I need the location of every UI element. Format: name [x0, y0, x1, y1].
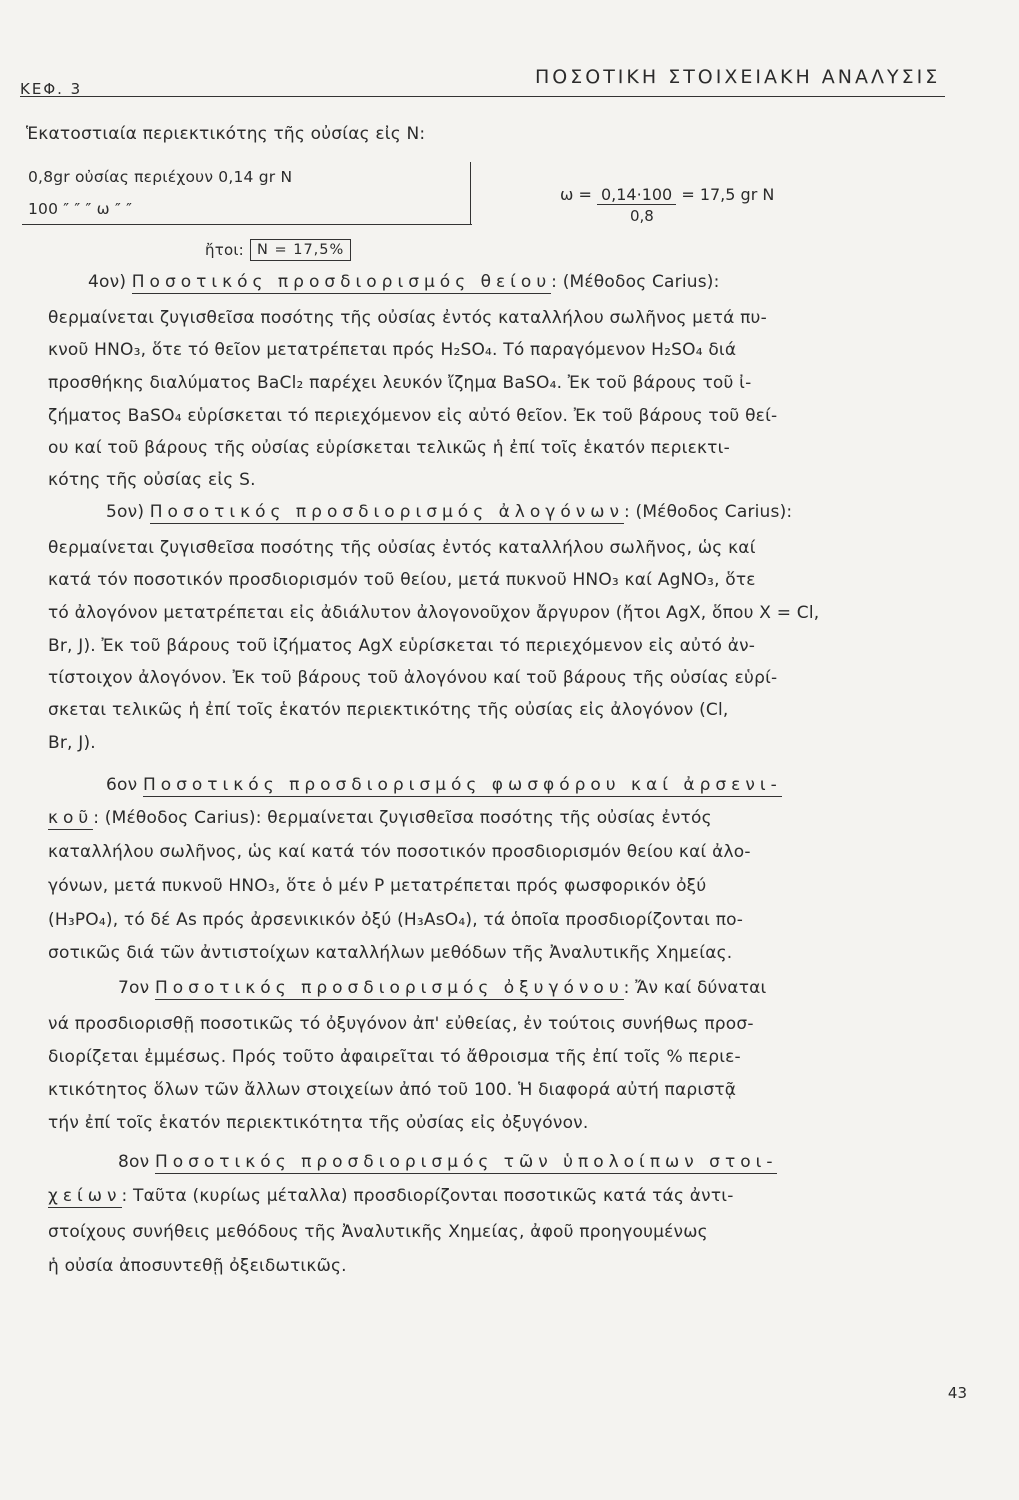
section-5-method: : (Μέθοδος Carius):: [623, 502, 793, 522]
formula: [560, 185, 775, 225]
section-8-heading: [118, 1152, 777, 1172]
section-8-first-line: [48, 1186, 734, 1206]
proportion-divider: [470, 162, 471, 224]
section-4-title: Ποσοτικός προσδιορισμός θείου: [131, 272, 552, 292]
chapter-label: ΚΕΦ. 3: [20, 80, 83, 98]
section-5-line: τό ἀλογόνον μετατρέπεται εἰς ἀδιάλυτον ἀλογονοῦχον ἄργυρον (ἤτοι AgX, ὅπου X = Cl,: [48, 603, 820, 623]
section-6-heading: [106, 775, 782, 795]
section-5-line: κατά τόν ποσοτικόν προσδιορισμόν τοῦ θείου, μετά πυκνοῦ HNO₃ καί AgNO₃, ὅτε: [48, 570, 756, 590]
intro-line: Ἑκατοστιαία περιεκτικότης τῆς οὐσίας εἰς N:: [26, 124, 426, 144]
page-number: 43: [947, 1384, 967, 1402]
proportion-underline: [22, 224, 472, 225]
section-6-method: : (Μέθοδος Carius): θερμαίνεται ζυγισθεῖσα ποσότης τῆς οὐσίας ἐντός: [93, 808, 712, 828]
section-7-line: διορίζεται ἐμμέσως. Πρός τοῦτο ἀφαιρεῖται τό ἄθροισμα τῆς ἐπί τοῖς % περιε-: [48, 1047, 741, 1067]
section-4-method: : (Μέθοδος Carius):: [551, 272, 720, 292]
section-4-line: θερμαίνεται ζυγισθεῖσα ποσότης τῆς οὐσίας ἐντός καταλλήλου σωλῆνος μετά πυ-: [48, 308, 767, 328]
section-8-first-text: : Ταῦτα (κυρίως μέταλλα) προσδιορίζονται ποσοτικῶς κατά τάς ἀντι-: [121, 1186, 734, 1206]
section-4-line: κνοῦ HNO₃, ὅτε τό θεῖον μετατρέπεται πρός H₂SO₄. Τό παραγόμενον H₂SO₄ διά: [48, 340, 737, 360]
section-4-heading: [88, 272, 720, 292]
page-header-title: ΠΟΣΟΤΙΚΗ ΣΤΟΙΧΕΙΑΚΗ ΑΝΑΛΥΣΙΣ: [535, 66, 941, 88]
section-5-line: Br, J).: [48, 733, 96, 753]
section-7-line: κτικότητος ὅλων τῶν ἄλλων στοιχείων ἀπό τοῦ 100. Ἡ διαφορά αὐτή παριστᾷ: [48, 1080, 737, 1100]
section-6-title: Ποσοτικός προσδιορισμός φωσφόρου καί ἀρσενι-: [142, 775, 782, 795]
section-7-number: 7ον: [118, 978, 150, 998]
proportion-row-2: 100 ″ ″ ″ ω ″ ″: [28, 200, 133, 218]
section-5-line: Br, J). Ἐκ τοῦ βάρους τοῦ ἰζήματος AgX εὑρίσκεται τό περιεχόμενον εἰς αὐτό ἀν-: [48, 636, 756, 656]
section-6-title-continued: κοῦ: [48, 808, 94, 828]
formula-numerator: 0,14·100: [597, 185, 676, 205]
result-label: ἤτοι:: [205, 241, 244, 259]
section-7-line: νά προσδιορισθῇ ποσοτικῶς τό ὀξυγόνον ἀπ' εὐθείας, ἐν τούτοις συνήθως προσ-: [48, 1014, 754, 1034]
formula-denominator: 0,8: [630, 207, 654, 225]
section-5-line: τίστοιχον ἀλογόνον. Ἐκ τοῦ βάρους τοῦ ἀλογόνου καί τοῦ βάρους τῆς οὐσίας εὑρί-: [48, 668, 778, 688]
section-6-number: 6ον: [106, 775, 138, 795]
section-4-line: κότης τῆς οὐσίας εἰς S.: [48, 470, 256, 490]
formula-rhs: = 17,5 gr N: [681, 185, 775, 204]
section-7-heading: [118, 978, 767, 998]
section-5-title: Ποσοτικός προσδιορισμός ἀλογόνων: [149, 502, 624, 522]
section-4-number: 4ον): [88, 272, 127, 292]
section-4-line: ζήματος BaSO₄ εὑρίσκεται τό περιεχόμενον εἰς αὐτό θεῖον. Ἐκ τοῦ βάρους τοῦ θεί-: [48, 406, 778, 426]
section-8-line: στοίχους συνήθεις μεθόδους τῆς Ἀναλυτικῆς Χημείας, ἀφοῦ προηγουμένως: [48, 1222, 708, 1242]
proportion-row-1: 0,8gr οὐσίας περιέχουν 0,14 gr N: [28, 168, 293, 186]
section-6-line: καταλλήλου σωλῆνος, ὡς καί κατά τόν ποσοτικόν προσδιορισμόν θείου καί ἀλο-: [48, 842, 751, 862]
section-7-first-text: : Ἄν καί δύναται: [623, 978, 767, 998]
section-7-line: τήν ἐπί τοῖς ἑκατόν περιεκτικότητα τῆς οὐσίας εἰς ὀξυγόνον.: [48, 1113, 589, 1133]
section-8-line: ἡ οὐσία ἀποσυντεθῇ ὀξειδωτικῶς.: [48, 1256, 347, 1276]
section-6-line: σοτικῶς διά τῶν ἀντιστοίχων καταλλήλων μεθόδων τῆς Ἀναλυτικῆς Χημείας.: [48, 943, 733, 963]
section-4-line: ου καί τοῦ βάρους τῆς οὐσίας εὑρίσκεται τελικῶς ἡ ἐπί τοῖς ἑκατόν περιεκτι-: [48, 438, 730, 458]
section-8-title: Ποσοτικός προσδιορισμός τῶν ὑπολοίπων στοι-: [154, 1152, 778, 1172]
section-6-line: (H₃PO₄), τό δέ As πρός ἀρσενικικόν ὀξύ (H₃AsO₄), τά ὁποῖα προσδιορίζονται πο-: [48, 910, 744, 930]
section-5-number: 5ον): [106, 502, 145, 522]
section-7-title: Ποσοτικός προσδιορισμός ὀξυγόνου: [154, 978, 624, 998]
section-8-title-continued: χείων: [48, 1186, 122, 1206]
section-4-line: προσθήκης διαλύματος BaCl₂ παρέχει λευκόν ἴζημα BaSO₄. Ἐκ τοῦ βάρους τοῦ ἰ-: [48, 373, 752, 393]
header-rule: [20, 96, 945, 97]
section-5-heading: [106, 502, 792, 522]
section-5-line: σκεται τελικῶς ἡ ἐπί τοῖς ἑκατόν περιεκτικότης τῆς οὐσίας εἰς ἀλογόνον (Cl,: [48, 700, 729, 720]
section-5-line: θερμαίνεται ζυγισθεῖσα ποσότης τῆς οὐσίας ἐντός καταλλήλου σωλῆνος, ὡς καί: [48, 538, 756, 558]
section-8-number: 8ον: [118, 1152, 150, 1172]
formula-lhs: ω =: [560, 185, 592, 204]
section-6-line: γόνων, μετά πυκνοῦ HNO₃, ὅτε ὁ μέν P μετατρέπεται πρός φωσφορικόν ὀξύ: [48, 876, 707, 896]
section-6-first-line: [48, 808, 712, 828]
result-box: N = 17,5%: [250, 239, 351, 261]
